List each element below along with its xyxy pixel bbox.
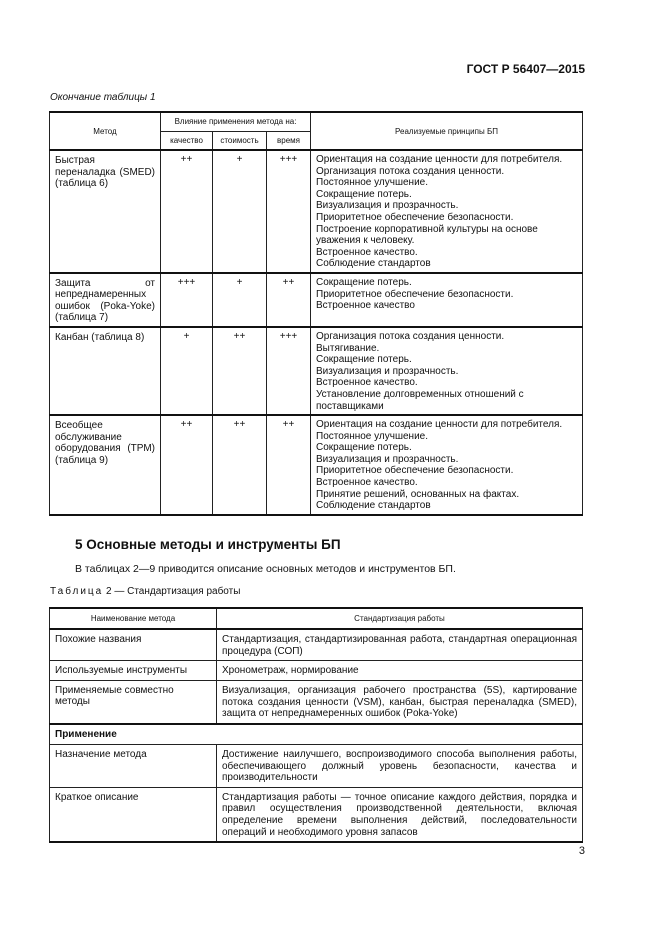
principle-item: Построение корпоративной культуры на основе уважения к человеку. <box>316 223 538 247</box>
col-header-influence: Влияние применения метода на: <box>161 112 311 131</box>
principle-item: Приоритетное обеспечение безопасности. <box>316 465 514 477</box>
row-name: Краткое описание <box>50 787 217 842</box>
method-cell: Всеобщее обслуживание оборудования (ТРМ) (таблица 9) <box>50 415 161 515</box>
quality-value: ++ <box>161 150 213 273</box>
principle-item: Ориентация на создание ценности для потребителя. <box>316 154 563 165</box>
principle-item: Организация потока создания ценности. <box>316 330 505 342</box>
time-value: +++ <box>267 150 311 273</box>
method-cell: Защита от непреднамеренных ошибок (Poka-Yoke) (таблица 7) <box>50 273 161 327</box>
principle-item: Постоянное улучшение. <box>316 430 428 442</box>
time-value: ++ <box>267 273 311 327</box>
principle-item: Соблюдение стандартов <box>316 258 431 270</box>
row-name: Назначение метода <box>50 744 217 787</box>
principle-item: Сокращение потерь. <box>316 442 412 454</box>
row-value: Стандартизация, стандартизированная работа, стандартная операционная процедура (СОП) <box>217 629 583 661</box>
row-name: Применяемые совместно методы <box>50 681 217 724</box>
principle-item: Ориентация на создание ценности для потребителя. <box>316 419 563 431</box>
table-1 <box>49 111 583 516</box>
group-label: Применение <box>50 724 583 745</box>
standard-header: ГОСТ Р 56407—2015 <box>466 62 585 76</box>
cost-value: ++ <box>213 415 267 515</box>
row-name: Похожие названия <box>50 629 217 661</box>
table-row <box>50 150 583 273</box>
col-header-name: Наименование метода <box>50 608 217 629</box>
principle-item: Визуализация и прозрачность. <box>316 453 459 465</box>
table-row <box>50 273 583 327</box>
col-header-time: время <box>267 131 311 150</box>
principles-cell <box>311 150 583 273</box>
principles-cell <box>311 327 583 415</box>
table1-caption: Окончание таблицы 1 <box>50 92 156 103</box>
section-title: 5 Основные методы и инструменты БП <box>75 537 341 552</box>
method-cell: Канбан (таблица 8) <box>50 327 161 415</box>
principle-item: Организация потока создания ценности. <box>316 165 505 177</box>
row-value: Стандартизация работы — точное описание каждого действия, порядка и правил осуществления производственной деятельности, включая определение времени выполнения действий, последовательности операций и необходимого уровня запасов <box>217 787 583 842</box>
time-value: ++ <box>267 415 311 515</box>
principle-item: Приоритетное обеспечение безопасности. <box>316 288 514 300</box>
method-cell: Быстрая переналадка (SMED) (таблица 6) <box>50 150 161 273</box>
section-intro: В таблицах 2—9 приводится описание основных методов и инструментов БП. <box>75 563 456 575</box>
principle-item: Встроенное качество. <box>316 377 418 389</box>
table-row <box>50 327 583 415</box>
table2-caption-prefix: Таблица <box>50 586 104 597</box>
principle-item: Сокращение потерь. <box>316 276 412 288</box>
table-row <box>50 787 583 842</box>
principle-item: Установление долговременных отношений с поставщиками <box>316 388 524 412</box>
table-2 <box>49 607 583 843</box>
principle-item: Приоритетное обеспечение безопасности. <box>316 211 514 223</box>
col-header-method: Метод <box>50 112 161 150</box>
principle-item: Визуализация и прозрачность. <box>316 365 459 377</box>
page-number: 3 <box>578 845 585 857</box>
principle-item: Сокращение потерь. <box>316 188 412 200</box>
row-value: Достижение наилучшего, воспроизводимого способа выполнения работы, обеспечивающего должный уровень безопасности, качества и производительности <box>217 744 583 787</box>
table-row <box>50 415 583 515</box>
row-name: Используемые инструменты <box>50 661 217 681</box>
principle-item: Встроенное качество. <box>316 477 418 489</box>
quality-value: +++ <box>161 273 213 327</box>
table-row <box>50 629 583 661</box>
principle-item: Принятие решений, основанных на фактах. <box>316 488 520 500</box>
row-value: Визуализация, организация рабочего пространства (5S), картирование потока создания ценности (VSM), канбан, быстрая переналадка (SMED), защита от непреднамеренных ошибок (Poka-Yoke) <box>217 681 583 724</box>
col-header-principles: Реализуемые принципы БП <box>311 112 583 150</box>
col-header-quality: качество <box>161 131 213 150</box>
table2-caption <box>50 586 240 597</box>
time-value: +++ <box>267 327 311 415</box>
principle-item: Соблюдение стандартов <box>316 500 431 512</box>
principle-item: Постоянное улучшение. <box>316 177 428 189</box>
principles-cell <box>311 273 583 327</box>
cost-value: ++ <box>213 327 267 415</box>
quality-value: ++ <box>161 415 213 515</box>
table-row <box>50 744 583 787</box>
principle-item: Вытягивание. <box>316 342 380 354</box>
row-value: Хронометраж, нормирование <box>217 661 583 681</box>
table2-caption-rest: 2 — Стандартизация работы <box>103 586 241 597</box>
cost-value: + <box>213 150 267 273</box>
principles-cell <box>311 415 583 515</box>
principle-item: Встроенное качество. <box>316 246 418 258</box>
principle-item: Встроенное качество <box>316 300 415 312</box>
col-header-value: Стандартизация работы <box>217 608 583 629</box>
table-row <box>50 661 583 681</box>
table-row <box>50 681 583 724</box>
principle-item: Визуализация и прозрачность. <box>316 200 459 212</box>
principle-item: Сокращение потерь. <box>316 354 412 366</box>
quality-value: + <box>161 327 213 415</box>
col-header-cost: стоимость <box>213 131 267 150</box>
group-row <box>50 724 583 745</box>
cost-value: + <box>213 273 267 327</box>
